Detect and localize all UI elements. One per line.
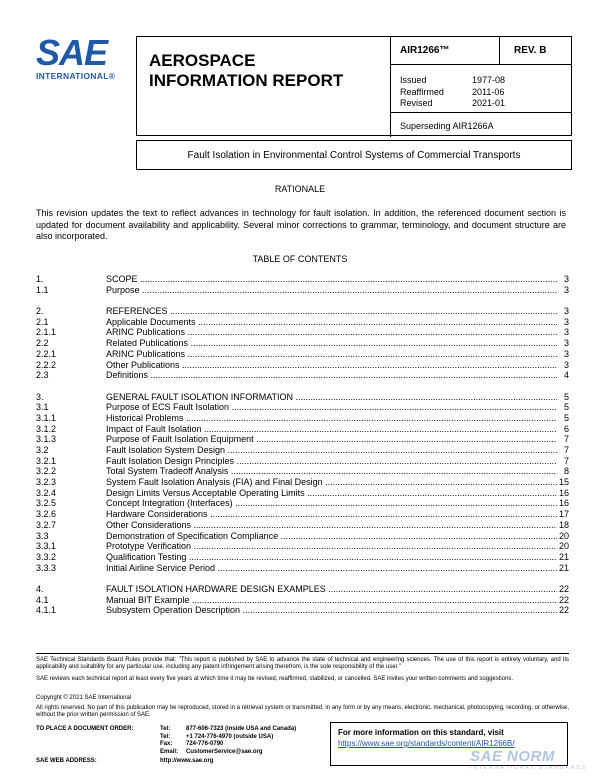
toc-entry[interactable] [36, 327, 569, 338]
date-label: Revised [400, 98, 433, 108]
watermark [470, 748, 600, 776]
toc-page-number: 17 [558, 509, 569, 520]
toc-title: Manual BIT Example ..... [106, 595, 557, 606]
toc-title: Concept Integration (Interfaces) ..... [106, 498, 557, 509]
date-label: Issued [400, 75, 427, 85]
logo-subtitle [36, 71, 122, 81]
toc-title: ARINC Publications ..... [106, 327, 557, 338]
toc-entry[interactable] [36, 274, 569, 285]
toc-entry[interactable] [36, 360, 569, 371]
contact-label: Email: [160, 748, 179, 755]
toc-page-number: 3 [563, 316, 569, 327]
toc-entry[interactable] [36, 338, 569, 349]
toc-number: 2.2.2 [36, 359, 57, 370]
toc-page-number: 21 [558, 551, 569, 562]
toc-page-number: 7 [563, 445, 569, 455]
toc-number: 4.1 [36, 594, 49, 605]
toc-page-number: 22 [558, 583, 569, 594]
toc-entry[interactable] [36, 477, 569, 488]
toc-page-number: 22 [558, 605, 569, 616]
date-value: 1977-08 [472, 75, 506, 85]
toc-number: 3.2.1 [36, 455, 57, 466]
document-number: AIR1266™ [391, 37, 500, 65]
logo-brand: SAE [36, 32, 108, 73]
contact-row [36, 741, 296, 749]
toc-entry[interactable] [36, 605, 569, 616]
toc-number: 2. [36, 306, 44, 317]
contact-row [36, 749, 296, 757]
watermark-line2: INTERNATIONAL STANDARDS [470, 765, 588, 771]
toc-entry[interactable] [36, 306, 569, 317]
toc-title: Prototype Verification ..... [106, 541, 557, 552]
sae-logo [36, 32, 122, 86]
toc-entry[interactable] [36, 584, 569, 595]
rationale-text: This revision updates the text to reflect advances in technology for fault isolation. In addition, the referenced document section is updated for document availability and applicability. Several minor corrections to grammar, terminology, and document structure are also incorporated. [36, 208, 566, 241]
toc-entry[interactable] [36, 445, 569, 456]
toc-entry[interactable] [36, 317, 569, 328]
contact-label: Tel: [160, 733, 171, 740]
more-info-title: For more information on this standard, visit [338, 728, 504, 737]
date-row-revised [400, 98, 572, 110]
toc-entry[interactable] [36, 413, 569, 424]
toc-title: Fault Isolation Design Principles ..... [106, 456, 557, 467]
toc-entry[interactable] [36, 456, 569, 467]
toc-page-number: 4 [563, 370, 569, 381]
toc-number: 2.1 [36, 316, 49, 327]
toc-page-number: 3 [563, 306, 569, 317]
toc-page-number: 3 [563, 327, 569, 338]
toc-number: 3.1.1 [36, 412, 57, 423]
toc-number: 3.3.2 [36, 551, 57, 562]
toc-number: 2.2 [36, 338, 49, 349]
toc-entry[interactable] [36, 541, 569, 552]
toc-page-number: 3 [563, 348, 569, 359]
toc-title: Historical Problems ..... [106, 413, 557, 424]
toc-entry[interactable] [36, 402, 569, 413]
toc-title: Impact of Fault Isolation ..... [106, 424, 557, 435]
copyright-text: Copyright © 2021 SAE International [36, 695, 132, 701]
toc-number: 3.1.2 [36, 423, 57, 434]
toc-entry[interactable] [36, 488, 569, 499]
contact-value: 877-606-7323 (inside USA and Canada) [186, 726, 297, 732]
contact-label: Fax: [160, 741, 173, 748]
toc-page-number: 3 [563, 359, 569, 370]
toc-number: 2.3 [36, 370, 49, 381]
logo-registered-mark: ® [108, 71, 116, 81]
toc-page-number: 7 [563, 455, 569, 466]
toc-entry[interactable] [36, 349, 569, 360]
revision-label: REV. B [500, 37, 572, 65]
toc-title: Design Limits Versus Acceptable Operating Limits ..... [106, 488, 557, 499]
report-type [137, 37, 391, 137]
date-history [391, 65, 572, 113]
toc-page-number: 21 [558, 562, 569, 573]
toc-number: 3.2.7 [36, 519, 57, 530]
toc-number: 3.2.4 [36, 487, 57, 498]
toc-number: 3.2.2 [36, 466, 57, 477]
rationale-heading: RATIONALE [274, 184, 326, 194]
toc-page-number: 18 [558, 519, 569, 530]
toc-entry[interactable] [36, 392, 569, 403]
toc-title: Initial Airline Service Period ..... [106, 563, 557, 574]
toc-page-number: 16 [558, 498, 569, 509]
toc-title: Purpose of ECS Fault Isolation ..... [106, 402, 557, 413]
toc-number: 3.1 [36, 402, 49, 413]
toc-title: Related Publications ..... [106, 338, 557, 349]
document-subject: Fault Isolation in Environmental Control Systems of Commercial Transports [136, 140, 572, 170]
toc-entry[interactable] [36, 509, 569, 520]
toc-title: Definitions ..... [106, 370, 557, 381]
standard-link[interactable]: https://www.sae.org/standards/content/AIR1266B/ [338, 739, 515, 748]
toc-number: 3.3 [36, 530, 49, 541]
contact-row [36, 734, 296, 742]
order-label: TO PLACE A DOCUMENT ORDER: [36, 726, 134, 732]
toc-page-number: 20 [558, 530, 569, 541]
toc-title: FAULT ISOLATION HARDWARE DESIGN EXAMPLES ..... [106, 584, 557, 595]
logo-subtitle-text: INTERNATIONAL [36, 71, 109, 81]
toc-title: Total System Tradeoff Analysis ..... [106, 466, 557, 477]
toc-title: GENERAL FAULT ISOLATION INFORMATION ..... [106, 392, 557, 403]
contact-label: Tel: [160, 726, 171, 732]
toc-entry[interactable] [36, 552, 569, 563]
toc-entry[interactable] [36, 434, 569, 445]
toc-title: Subsystem Operation Description ..... [106, 605, 557, 616]
toc-page-number: 6 [563, 423, 569, 434]
review-text: SAE reviews each technical report at least every five years at which time it may be revised, reaffirmed, stabilized, or cancelled. SAE invites your written comments and suggestions. [36, 676, 514, 682]
report-type-line1: AEROSPACE [149, 51, 256, 70]
rights-text: All rights reserved. No part of this publication may be reproduced, stored in a retrieval system or transmitted, in any form or by any means, electronic, mechanical, photocopying, recording, or otherwise, without the prior written permission of SAE. [36, 705, 569, 719]
toc-title: System Fault Isolation Analysis (FIA) and Final Design ..... [106, 477, 557, 488]
toc-page-number: 5 [563, 412, 569, 423]
toc-title: Hardware Considerations ..... [106, 509, 557, 520]
toc-title: Fault Isolation System Design ..... [106, 445, 557, 456]
toc-title: ARINC Publications ..... [106, 349, 557, 360]
toc-number: 4. [36, 583, 44, 594]
footer-divider [36, 653, 569, 654]
table-of-contents [36, 274, 569, 616]
toc-entry[interactable] [36, 531, 569, 542]
toc-title: Demonstration of Specification Compliance ..... [106, 531, 557, 542]
toc-page-number: 15 [558, 477, 569, 488]
toc-number: 3.2.3 [36, 477, 57, 488]
toc-title: Purpose of Fault Isolation Equipment ..... [106, 434, 557, 445]
web-link[interactable]: http://www.sae.org [160, 758, 214, 764]
toc-entry[interactable] [36, 563, 569, 574]
contact-value: +1 724-776-4970 (outside USA) [186, 733, 274, 740]
toc-entry[interactable] [36, 595, 569, 606]
board-rules-text: SAE Technical Standards Board Rules provide that: "This report is published by SAE to advance the state of technical and engineering sciences. The use of this report is entirely voluntary, and its applicability and suitability for any particular use, including any patent infringement arising therefrom, is the sole responsibility of the user." [36, 657, 569, 671]
toc-number: 4.1.1 [36, 605, 57, 616]
contact-value: 724-776-0790 [186, 741, 224, 748]
toc-number: 3. [36, 391, 44, 402]
toc-number: 3.2.6 [36, 509, 57, 520]
toc-heading: TABLE OF CONTENTS [252, 254, 348, 264]
date-label: Reaffirmed [400, 86, 444, 97]
toc-number: 3.2.5 [36, 498, 57, 509]
toc-number: 1. [36, 274, 44, 284]
toc-page-number: 3 [563, 338, 569, 349]
order-contacts [36, 726, 296, 756]
watermark-line1: SAE NORM [470, 748, 555, 765]
date-row-issued [400, 75, 572, 87]
web-label: SAE WEB ADDRESS: [36, 758, 97, 764]
toc-number: 2.2.1 [36, 348, 57, 359]
toc-page-number: 8 [563, 466, 569, 477]
toc-page-number: 3 [563, 284, 569, 295]
toc-title: REFERENCES ..... [106, 306, 557, 317]
toc-page-number: 5 [563, 402, 569, 413]
toc-title: Qualification Testing ..... [106, 552, 557, 563]
toc-number: 3.3.3 [36, 562, 57, 573]
toc-title: SCOPE ..... [106, 274, 557, 285]
superseding-note: Superseding AIR1266A [400, 121, 494, 131]
toc-entry[interactable] [36, 285, 569, 296]
toc-page-number: 7 [563, 434, 569, 445]
toc-entry[interactable] [36, 520, 569, 531]
toc-entry[interactable] [36, 498, 569, 509]
contact-row [36, 726, 296, 734]
report-type-line2: INFORMATION REPORT [149, 71, 344, 90]
toc-number: 1.1 [36, 284, 49, 295]
date-row-reaffirmed [400, 87, 572, 99]
toc-title: Other Publications ..... [106, 360, 557, 371]
contact-value[interactable]: CustomerService@sae.org [186, 748, 263, 755]
toc-page-number: 3 [563, 274, 569, 284]
toc-page-number: 16 [558, 487, 569, 498]
toc-number: 3.2 [36, 445, 49, 455]
date-value: 2021-01 [472, 98, 506, 108]
web-address [36, 758, 213, 764]
toc-entry[interactable] [36, 424, 569, 435]
toc-entry[interactable] [36, 370, 569, 381]
toc-page-number: 22 [558, 594, 569, 605]
toc-number: 3.3.1 [36, 541, 57, 552]
toc-page-number: 20 [558, 541, 569, 552]
toc-number: 2.1.1 [36, 327, 57, 338]
toc-title: Purpose ..... [106, 285, 557, 296]
toc-title: Applicable Documents ..... [106, 317, 557, 328]
date-value: 2011-06 [472, 86, 505, 97]
toc-entry[interactable] [36, 466, 569, 477]
toc-title: Other Considerations ..... [106, 520, 557, 531]
toc-number: 3.1.3 [36, 434, 57, 445]
toc-page-number: 5 [563, 391, 569, 402]
document-header [136, 36, 572, 136]
